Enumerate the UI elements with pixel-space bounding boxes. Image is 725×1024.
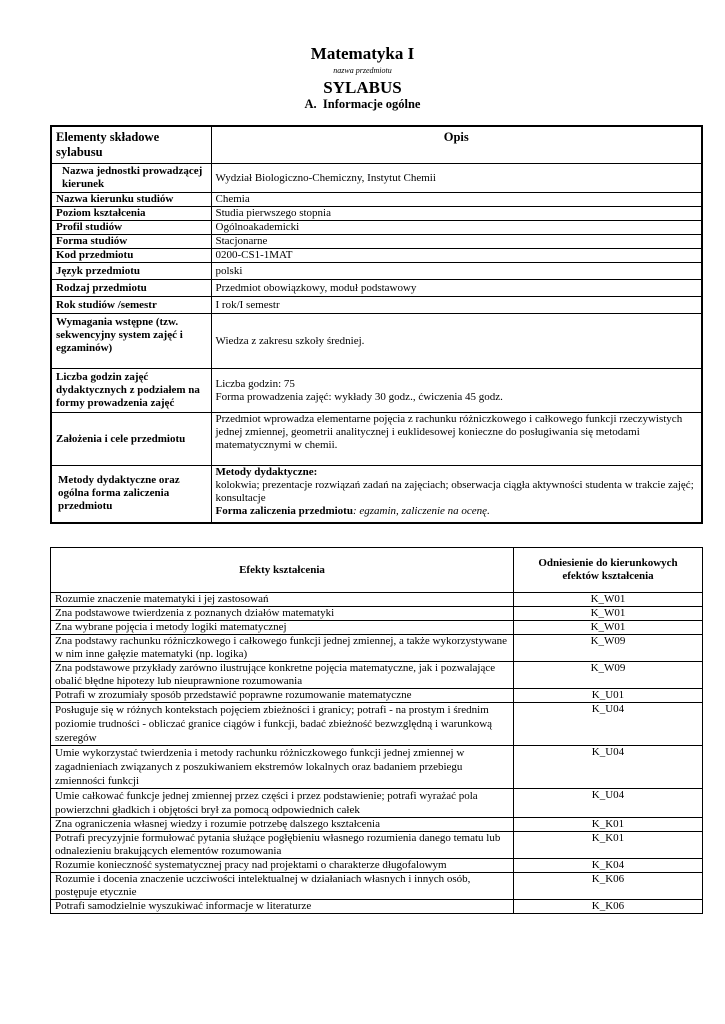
row-label: Rok studiów /semestr	[51, 297, 211, 314]
table-row	[51, 369, 702, 413]
hours-total: Liczba godzin: 75	[215, 377, 295, 390]
effect-text: Potrafi samodzielnie wyszukiwać informacje w literaturze	[51, 900, 514, 914]
col-ref-header: Odniesienie do kierunkowych efektów kształcenia	[514, 548, 703, 593]
learning-outcomes-table	[50, 547, 703, 914]
effect-code: K_W01	[514, 593, 703, 607]
effect-text: Umie wykorzystać twierdzenia i metody rachunku różniczkowego funkcji jednej zmiennej w zagadnieniach związanych z poszukiwaniem ekstremów lokalnych oraz badaniem przebiegu zmienności funkcji	[51, 746, 514, 789]
row-label: Założenia i cele przedmiotu	[51, 413, 211, 466]
effect-text: Zna podstawowe przykłady zarówno ilustrujące konkretne pojęcia matematyczne, jak i pozwalające obalić błędne hipotezy lub nieuprawnione rozumowania	[51, 662, 514, 689]
row-value: Przedmiot obowiązkowy, moduł podstawowy	[211, 280, 702, 297]
row-value: Przedmiot wprowadza elementarne pojęcia z rachunku różniczkowego i całkowego funkcji rzeczywistych jednej zmiennej, geometrii analitycznej i euklidesowej konieczne do posługiwania się metodami matematycznymi w chemii.	[211, 413, 702, 466]
table-row	[51, 859, 703, 873]
table-row	[51, 221, 702, 235]
row-value: Ogólnoakademicki	[211, 221, 702, 235]
effect-code: K_W09	[514, 662, 703, 689]
row-value	[211, 466, 702, 523]
effect-code: K_K01	[514, 832, 703, 859]
effect-text: Rozumie znaczenie matematyki i jej zastosowań	[51, 593, 514, 607]
table-row	[51, 164, 702, 193]
col-elements-header: Elementy składowe sylabusu	[51, 126, 211, 164]
row-label: Rodzaj przedmiotu	[51, 280, 211, 297]
table-header-row	[51, 548, 703, 593]
row-value: polski	[211, 263, 702, 280]
row-label: Nazwa kierunku studiów	[51, 193, 211, 207]
form-title: Forma zaliczenia przedmiotu	[215, 505, 353, 517]
row-label: Liczba godzin zajęć dydaktycznych z podziałem na formy prowadzenia zajęć	[51, 369, 211, 413]
table-row	[51, 249, 702, 263]
row-value: Stacjonarne	[211, 235, 702, 249]
col-effects-header: Efekty kształcenia	[51, 548, 514, 593]
row-value: Wiedza z zakresu szkoły średniej.	[211, 314, 702, 369]
table-row	[51, 413, 702, 466]
row-value: Wydział Biologiczno-Chemiczny, Instytut Chemii	[211, 164, 702, 193]
table-row	[51, 207, 702, 221]
row-label: Wymagania wstępne (tzw. sekwencyjny system zajęć i egzaminów)	[51, 314, 211, 369]
effect-code: K_W09	[514, 635, 703, 662]
general-info-table	[50, 125, 703, 524]
section-heading: A. Informacje ogólne	[304, 97, 421, 111]
effect-text: Zna podstawowe twierdzenia z poznanych działów matematyki	[51, 607, 514, 621]
effect-text: Umie całkować funkcje jednej zmiennej przez części i przez podstawienie; potrafi wyrażać pola powierzchni gładkich i objętości brył za pomocą odpowiednich całek	[51, 789, 514, 818]
table-row	[51, 235, 702, 249]
row-label: Nazwa jednostki prowadzącej kierunek	[51, 164, 211, 193]
table-row	[51, 466, 702, 523]
effect-code: K_U04	[514, 746, 703, 789]
form-text: : egzamin, zaliczenie na ocenę.	[352, 505, 490, 517]
course-subtitle: nazwa przedmiotu	[333, 66, 392, 75]
row-value: 0200-CS1-1MAT	[211, 249, 702, 263]
effect-text: Rozumie konieczność systematycznej pracy nad projektami o charakterze długofalowym	[51, 859, 514, 873]
methods-text: kolokwia; prezentacje rozwiązań zadań na zajęciach; obserwacja ciągła aktywności studenta w trakcie zajęć; konsultacje	[215, 479, 694, 504]
effect-text: Potrafi w zrozumiały sposób przedstawić poprawne rozumowanie matematyczne	[51, 689, 514, 703]
table-row	[51, 789, 703, 818]
table-row	[51, 703, 703, 746]
effect-text: Zna podstawy rachunku różniczkowego i całkowego funkcji jednej zmiennej, a także wykorzystywane w nim inne gałęzie matematyki (np. logika)	[51, 635, 514, 662]
row-label: Język przedmiotu	[51, 263, 211, 280]
row-label: Poziom kształcenia	[51, 207, 211, 221]
table-row	[51, 635, 703, 662]
table-row	[51, 662, 703, 689]
table-row	[51, 263, 702, 280]
table-header-row	[51, 126, 702, 164]
row-value: Chemia	[211, 193, 702, 207]
row-value	[211, 369, 702, 413]
table-row	[51, 746, 703, 789]
table-row	[51, 280, 702, 297]
row-value: I rok/I semestr	[211, 297, 702, 314]
methods-title: Metody dydaktyczne:	[215, 466, 318, 478]
table-row	[51, 607, 703, 621]
effect-code: K_U04	[514, 703, 703, 746]
table-row	[51, 593, 703, 607]
table-row	[51, 900, 703, 914]
table-row	[51, 873, 703, 900]
effect-code: K_K06	[514, 873, 703, 900]
row-value: Studia pierwszego stopnia	[211, 207, 702, 221]
row-label: Forma studiów	[51, 235, 211, 249]
effect-code: K_U04	[514, 789, 703, 818]
effect-text: Zna ograniczenia własnej wiedzy i rozumie potrzebę dalszego kształcenia	[51, 818, 514, 832]
row-label: Profil studiów	[51, 221, 211, 235]
effect-text: Potrafi precyzyjnie formułować pytania służące pogłębieniu własnego rozumienia danego tematu lub odnalezieniu brakujących elementów rozumowania	[51, 832, 514, 859]
effect-code: K_W01	[514, 621, 703, 635]
effect-code: K_W01	[514, 607, 703, 621]
effect-code: K_U01	[514, 689, 703, 703]
syllabus-heading: SYLABUS	[323, 78, 402, 97]
effect-text: Rozumie i docenia znaczenie uczciwości intelektualnej w działaniach własnych i innych osób, postępuje etycznie	[51, 873, 514, 900]
effect-code: K_K06	[514, 900, 703, 914]
col-desc-header: Opis	[211, 126, 702, 164]
table-row	[51, 297, 702, 314]
effect-code: K_K04	[514, 859, 703, 873]
row-label: Kod przedmiotu	[51, 249, 211, 263]
hours-split: Forma prowadzenia zajęć: wykłady 30 godz., ćwiczenia 45 godz.	[215, 390, 503, 403]
table-row	[51, 818, 703, 832]
effect-text: Posługuje się w różnych kontekstach pojęciem zbieżności i granicy; potrafi - na prostym i średnim poziomie trudności - obliczać granice ciągów i funkcji, badać zbieżność bezwzględną i warunkową szeregów	[51, 703, 514, 746]
table-row	[51, 314, 702, 369]
table-row	[51, 832, 703, 859]
table-row	[51, 193, 702, 207]
table-row	[51, 621, 703, 635]
course-title: Matematyka I	[310, 44, 415, 63]
effect-code: K_K01	[514, 818, 703, 832]
row-label: Metody dydaktyczne oraz ogólna forma zaliczenia przedmiotu	[51, 466, 211, 523]
table-row	[51, 689, 703, 703]
effect-text: Zna wybrane pojęcia i metody logiki matematycznej	[51, 621, 514, 635]
